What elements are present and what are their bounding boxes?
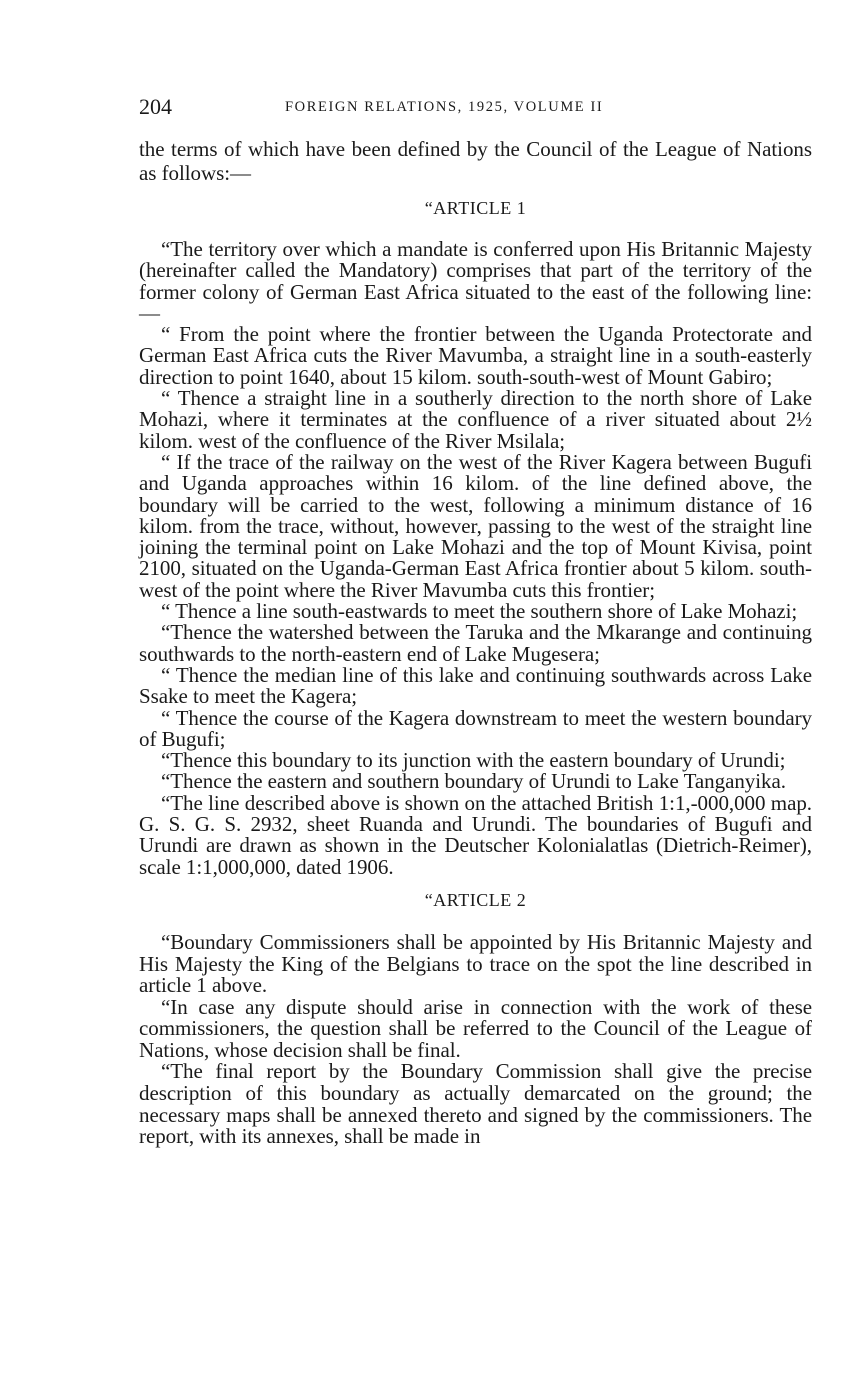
article-2-paragraph: “Boundary Commissioners shall be appointed by His Britannic Majesty and His Majesty the King of the Belgians to trace on the spot the line described in article 1 above. [139,929,812,998]
article-2-paragraph: “The final report by the Boundary Commission shall give the precise description of this boundary as actually demarcated on the ground; the necessary maps shall be annexed thereto and signed by the commissioners. The report, with its annexes, shall be made in [139,1059,812,1149]
running-title: FOREIGN RELATIONS, 1925, VOLUME II [285,99,604,115]
article-1-paragraph: “ Thence a line south-eastwards to meet the southern shore of Lake Mohazi; [161,599,798,624]
article-2-heading: “ARTICLE 2 [424,889,527,910]
article-1-paragraph: “Thence this boundary to its junction with the eastern boundary of Urundi; [161,748,786,773]
article-2-paragraph: “In case any dispute should arise in connection with the work of these commissioners, the question shall be referred to the Council of the League of Nations, whose decision shall be final. [139,994,812,1062]
running-head [139,94,812,120]
page-number: 204 [139,94,172,119]
body-text [139,137,812,1148]
article-1-paragraph: “The line described above is shown on the attached British 1:1,-000,000 map. G. S. G. S. 2932, sheet Ruanda and Urundi. The boundaries of Bugufi and Urundi are drawn as shown in the Deutscher Kolonialatlas (Dietrich-Reimer), scale 1:1,000,000, dated 1906. [139,790,812,879]
article-1-paragraph: “Thence the eastern and southern boundary of Urundi to Lake Tanganyika. [161,769,786,794]
article-1-paragraph: “Thence the watershed between the Taruka and the Mkarange and continuing southwards to the north-eastern end of Lake Mugesera; [139,620,812,666]
article-1-paragraph: “The territory over which a mandate is conferred upon His Britannic Majesty (hereinafter called the Mandatory) comprises that part of the territory of the former colony of German East Africa situated to the east of the following line:— [139,237,812,325]
article-1-heading: “ARTICLE 1 [424,198,527,218]
article-1-paragraph: “ Thence a straight line in a southerly direction to the north shore of Lake Mohazi, where it terminates at the confluence of a river situated about 2½ kilom. west of the confluence of the River Msilala; [139,386,812,453]
article-1-paragraph: “ Thence the median line of this lake and continuing southwards across Lake Ssake to meet the Kagera; [139,662,812,709]
article-1-section [139,239,812,878]
article-2-section [139,929,812,1149]
intro-paragraph: the terms of which have been defined by the Council of the League of Nations as follows:— [139,137,812,185]
article-1-paragraph: “ Thence the course of the Kagera downstream to meet the western boundary of Bugufi; [139,705,812,751]
article-1-paragraph: “ If the trace of the railway on the west of the River Kagera between Bugufi and Uganda approaches within 16 kilom. of the line defined above, the boundary will be carried to the west, following a minimum distance of 16 kilom. from the trace, without, however, passing to the west of the straight line joining the terminal point on Lake Mohazi and the top of Mount Kivisa, point 2100, situated on the Uganda-German East Africa frontier about 5 kilom. south-west of the point where the River Mavumba cuts this frontier; [139,449,812,602]
article-1-paragraph: “ From the point where the frontier between the Uganda Protectorate and German East Africa cuts the River Mavumba, a straight line in a south-easterly direction to point 1640, about 15 kilom. south-south-west of Mount Gabiro; [139,322,812,389]
